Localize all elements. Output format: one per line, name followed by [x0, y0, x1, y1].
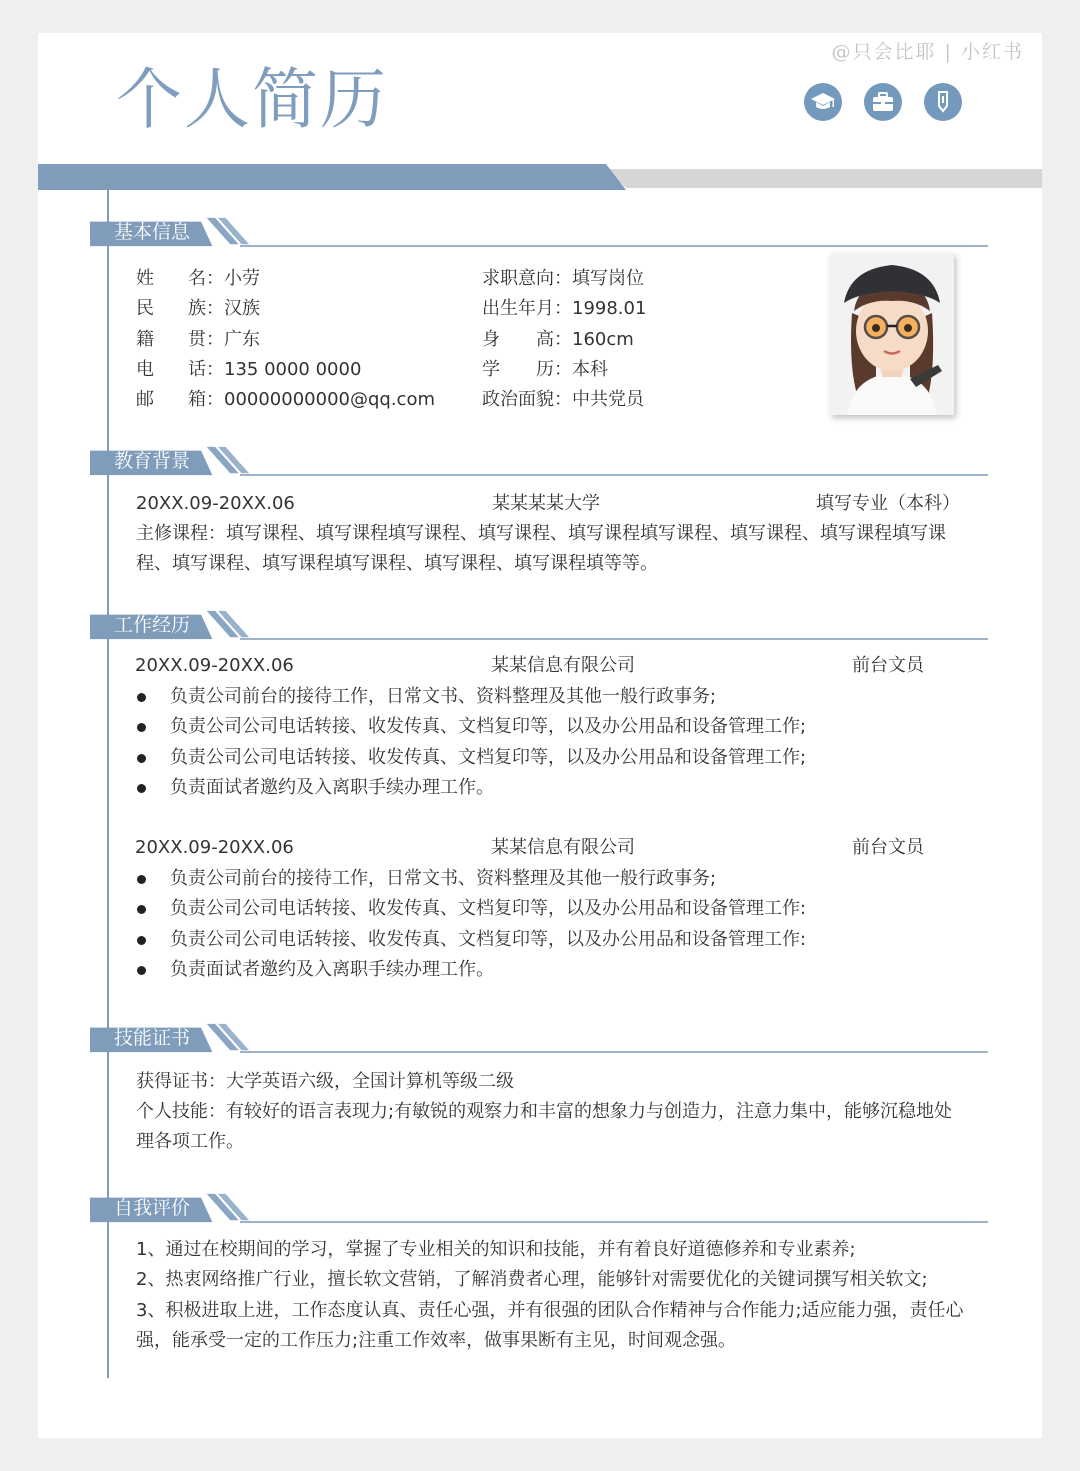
info-row	[482, 264, 644, 294]
info-colon: ：	[554, 389, 572, 411]
info-row	[482, 325, 634, 355]
section-divider	[240, 1051, 988, 1053]
info-value: 本科	[572, 358, 608, 380]
section-header-self	[90, 1193, 988, 1223]
job-company: 某某信息有限公司	[491, 837, 635, 858]
section-header-basic	[90, 217, 988, 247]
section-title: 工作经历	[114, 614, 191, 636]
info-value: 广东	[224, 328, 260, 350]
info-row	[136, 385, 435, 415]
education-date: 20XX.09-20XX.06	[136, 493, 295, 514]
graduation-cap-icon	[804, 83, 842, 121]
header-icons	[804, 83, 962, 121]
info-row	[482, 355, 608, 385]
section-divider	[240, 638, 988, 640]
section-divider	[240, 1221, 988, 1223]
info-row	[136, 264, 260, 294]
info-value: 135 0000 0000	[224, 358, 362, 380]
duty-item: 负责公司前台的接待工作，日常文书、资料整理及其他一般行政事务;	[136, 682, 806, 712]
section-title: 自我评价	[114, 1197, 191, 1219]
education-courses: 主修课程：填写课程、填写课程填写课程、填写课程、填写课程填写课程、填写课程、填写课程填写课程、填写课程、填写课程填写课程、填写课程、填写课程填等等。	[136, 523, 946, 574]
info-colon: ：	[554, 328, 572, 350]
job-duties	[136, 682, 806, 803]
self-item: 2、热衷网络推广行业，擅长软文营销，了解消费者心理，能够针对需要优化的关键词撰写相关软文;	[136, 1269, 928, 1290]
info-colon: ：	[206, 328, 224, 350]
info-value: 00000000000@qq.com	[224, 389, 435, 411]
info-colon: ：	[206, 268, 224, 289]
section-divider	[240, 474, 988, 476]
job-role: 前台文员	[852, 655, 924, 676]
duty-item: 负责面试者邀约及入离职手续办理工作。	[136, 955, 806, 985]
info-label: 姓 名	[136, 268, 206, 289]
duty-item: 负责公司公司电话转接、收发传真、文档复印等，以及办公用品和设备管理工作:	[136, 894, 806, 924]
section-title: 基本信息	[114, 221, 191, 243]
duty-item: 负责公司前台的接待工作，日常文书、资料整理及其他一般行政事务;	[136, 864, 806, 894]
info-label: 电 话	[136, 358, 206, 380]
info-row	[136, 355, 361, 385]
info-label: 政治面貌	[482, 389, 554, 411]
watermark: @只会比耶 | 小红书	[831, 41, 1024, 63]
skills-abilities: 个人技能：有较好的语言表现力;有敏锐的观察力和丰富的想象力与创造力，注意力集中，能够沉稳地处理各项工作。	[136, 1101, 953, 1152]
pen-icon	[924, 83, 962, 121]
section-divider	[240, 245, 988, 247]
duty-item: 负责公司公司电话转接、收发传真、文档复印等，以及办公用品和设备管理工作:	[136, 925, 806, 955]
info-label: 出生年月	[482, 298, 554, 320]
info-value: 小劳	[224, 268, 260, 289]
self-item: 3、积极进取上进，工作态度认真、责任心强，并有很强的团队合作精神与合作能力;适应能力强，责任心强，能承受一定的工作压力;注重工作效率，做事果断有主见，时间观念强。	[136, 1300, 964, 1351]
info-label: 民 族	[136, 298, 206, 320]
duty-item: 负责面试者邀约及入离职手续办理工作。	[136, 773, 806, 803]
section-title: 技能证书	[114, 1027, 191, 1049]
page-title: 个人简历	[116, 61, 388, 138]
info-label: 学 历	[482, 358, 554, 380]
job-company: 某某信息有限公司	[491, 655, 635, 676]
profile-photo	[830, 253, 954, 415]
info-value: 160cm	[572, 328, 634, 350]
info-label: 籍 贯	[136, 328, 206, 350]
info-colon: ：	[206, 389, 224, 411]
info-row	[482, 294, 646, 324]
info-label: 身 高	[482, 328, 554, 350]
info-colon: ：	[554, 298, 572, 320]
section-header-work	[90, 610, 988, 640]
section-header-education	[90, 446, 988, 476]
job-role: 前台文员	[852, 837, 924, 858]
info-label: 求职意向	[482, 268, 554, 289]
briefcase-icon	[864, 83, 902, 121]
resume-page	[38, 33, 1042, 1438]
info-row	[136, 294, 260, 324]
info-row	[136, 325, 260, 355]
job-date: 20XX.09-20XX.06	[135, 837, 294, 858]
duty-item: 负责公司公司电话转接、收发传真、文档复印等，以及办公用品和设备管理工作;	[136, 743, 806, 773]
info-value: 中共党员	[572, 389, 644, 411]
info-colon: ：	[554, 358, 572, 380]
self-item: 1、通过在校期间的学习，掌握了专业相关的知识和技能，并有着良好道德修养和专业素养;	[136, 1239, 856, 1260]
info-value: 汉族	[224, 298, 260, 320]
section-title: 教育背景	[114, 450, 191, 472]
job-duties	[136, 864, 806, 985]
job-date: 20XX.09-20XX.06	[135, 655, 294, 676]
info-colon: ：	[554, 268, 572, 289]
skills-certificates: 获得证书：大学英语六级，全国计算机等级二级	[136, 1071, 514, 1092]
info-colon: ：	[206, 358, 224, 380]
duty-item: 负责公司公司电话转接、收发传真、文档复印等，以及办公用品和设备管理工作;	[136, 712, 806, 742]
info-value: 1998.01	[572, 298, 647, 320]
education-school: 某某某某大学	[492, 493, 600, 514]
education-major: 填写专业（本科）	[816, 493, 960, 514]
info-row	[482, 385, 644, 415]
info-value: 填写岗位	[572, 268, 644, 289]
header-band	[38, 164, 1042, 190]
info-label: 邮 箱	[136, 389, 206, 411]
info-colon: ：	[206, 298, 224, 320]
section-header-skills	[90, 1023, 988, 1053]
